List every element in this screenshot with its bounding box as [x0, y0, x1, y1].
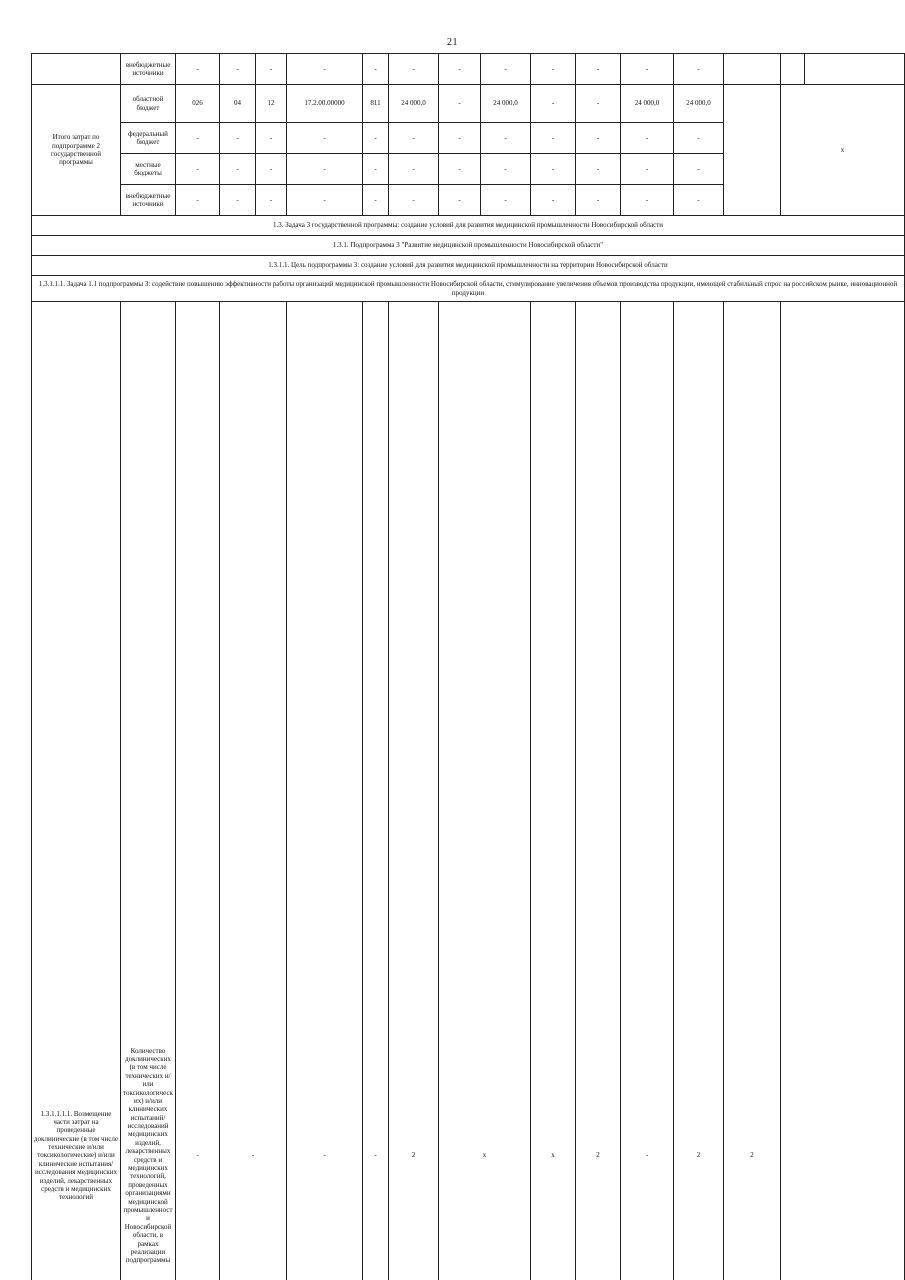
table-cell: - — [389, 54, 439, 85]
table-cell: - — [389, 185, 439, 216]
table-cell: 811 — [363, 85, 389, 123]
table-cell: - — [287, 302, 363, 1280]
table-cell: - — [621, 185, 674, 216]
table-row — [32, 236, 905, 256]
table-cell — [781, 54, 805, 85]
section-row-goal: 1.3.1.1. Цель подпрограммы 3: создание условий для развития медицинской промышленности на территории Новосибирской области — [32, 256, 905, 276]
table-row — [32, 256, 905, 276]
table-cell: - — [220, 123, 256, 154]
table-cell: - — [481, 185, 531, 216]
table-cell: 026 — [176, 85, 220, 123]
table-cell: - — [576, 185, 621, 216]
table-cell: - — [674, 154, 724, 185]
table-cell: - — [674, 123, 724, 154]
table-cell: - — [576, 54, 621, 85]
table-cell: 2 — [576, 302, 621, 1280]
table-cell: - — [439, 123, 481, 154]
table-row — [32, 302, 905, 1280]
table-row — [32, 85, 905, 123]
total-mark-cell: x — [781, 85, 905, 216]
table-cell: - — [363, 123, 389, 154]
table-cell: - — [256, 123, 287, 154]
table-cell: 24 000,0 — [389, 85, 439, 123]
table-cell: - — [531, 185, 576, 216]
table-cell: - — [176, 185, 220, 216]
table-cell: 2 — [389, 302, 439, 1280]
table-cell: - — [363, 302, 389, 1280]
program-table — [31, 53, 905, 1280]
table-cell: - — [176, 154, 220, 185]
section-row-subtask: 1.3.1.1.1. Задача 1.1 подпрограммы 3: содействие повышению эффективности работы организаций медицинской промышленности Новосибирской области, стимулирование увеличения объемов производства продукции, имеющей стабильный спрос на российском рынке, инновационной продукции — [32, 276, 905, 302]
table-cell: 24 000,0 — [621, 85, 674, 123]
table-cell: - — [621, 302, 674, 1280]
table-cell: - — [389, 154, 439, 185]
table-cell — [32, 54, 121, 85]
total-label-cell: Итого затрат по подпрограмме 2 государственной программы — [32, 85, 121, 216]
table-row — [32, 54, 905, 85]
table-cell: - — [576, 85, 621, 123]
table-cell: - — [220, 54, 256, 85]
table-cell: - — [439, 154, 481, 185]
table-cell: 24 000,0 — [674, 85, 724, 123]
table-cell: - — [439, 54, 481, 85]
table-cell: - — [481, 154, 531, 185]
table-cell: 2 — [674, 302, 724, 1280]
table-cell: - — [256, 54, 287, 85]
table-row — [32, 276, 905, 302]
table-cell: - — [220, 185, 256, 216]
measure-label-cell: 1.3.1.1.1.1. Возмещение части затрат на проведенные доклинические (в том числе технические и/или токсикологические) и/или клинические испытания/исследования медицинских изделий, лекарственных средств и медицинских технологий — [32, 302, 121, 1280]
table-cell — [724, 85, 781, 216]
table-cell: 24 000,0 — [481, 85, 531, 123]
table-cell: - — [287, 185, 363, 216]
table-cell: - — [439, 85, 481, 123]
table-cell — [724, 54, 781, 85]
table-cell: - — [481, 123, 531, 154]
table-cell: - — [256, 154, 287, 185]
section-row-subprogram: 1.3.1. Подпрограмма 3 "Развитие медицинской промышленности Новосибирской области" — [32, 236, 905, 256]
table-cell: - — [674, 54, 724, 85]
table-cell: x — [439, 302, 531, 1280]
table-cell: - — [176, 54, 220, 85]
table-cell: - — [176, 123, 220, 154]
table-cell: 17.2.00.00000 — [287, 85, 363, 123]
table-cell: - — [389, 123, 439, 154]
table-cell: - — [674, 185, 724, 216]
table-cell: - — [363, 185, 389, 216]
section-row-task: 1.3. Задача 3 государственной программы: создание условий для развития медицинской промышленности Новосибирской области — [32, 216, 905, 236]
table-cell: - — [287, 154, 363, 185]
table-cell: - — [621, 123, 674, 154]
table-cell: - — [363, 154, 389, 185]
table-cell: 04 — [220, 85, 256, 123]
table-cell: - — [176, 302, 220, 1280]
table-cell: - — [481, 54, 531, 85]
page-number: 21 — [0, 37, 905, 48]
table-cell: - — [363, 54, 389, 85]
table-cell: 2 — [724, 302, 781, 1280]
funding-source-cell: федеральный бюджет — [121, 123, 176, 154]
table-cell: - — [287, 123, 363, 154]
table-row — [32, 216, 905, 236]
table-cell — [781, 302, 905, 1280]
table-cell: - — [220, 154, 256, 185]
funding-source-cell: областной бюджет — [121, 85, 176, 123]
table-cell: - — [576, 154, 621, 185]
table-cell: - — [531, 54, 576, 85]
table-cell: - — [576, 123, 621, 154]
funding-source-cell: местные бюджеты — [121, 154, 176, 185]
table-cell: - — [220, 302, 287, 1280]
table-cell: - — [439, 185, 481, 216]
table-cell: - — [531, 123, 576, 154]
table-cell — [805, 54, 905, 85]
table-cell: x — [531, 302, 576, 1280]
indicator-cell: Количество доклинических (в том числе технических и/или токсикологических) и/или клинических испытаний/исследований медицинских изделий, лекарственных средств и медицинских технологий, проведенных организациями медицинской промышленности Новосибирской области, в рамках реализации подпрограммы — [121, 302, 176, 1280]
funding-source-cell: внебюджетные источники — [121, 54, 176, 85]
table-cell: 12 — [256, 85, 287, 123]
table-cell: - — [287, 54, 363, 85]
table-cell: - — [256, 185, 287, 216]
table-cell: - — [531, 85, 576, 123]
table-cell: - — [621, 54, 674, 85]
table-cell: - — [531, 154, 576, 185]
table-cell: - — [621, 154, 674, 185]
funding-source-cell: внебюджетные источники — [121, 185, 176, 216]
